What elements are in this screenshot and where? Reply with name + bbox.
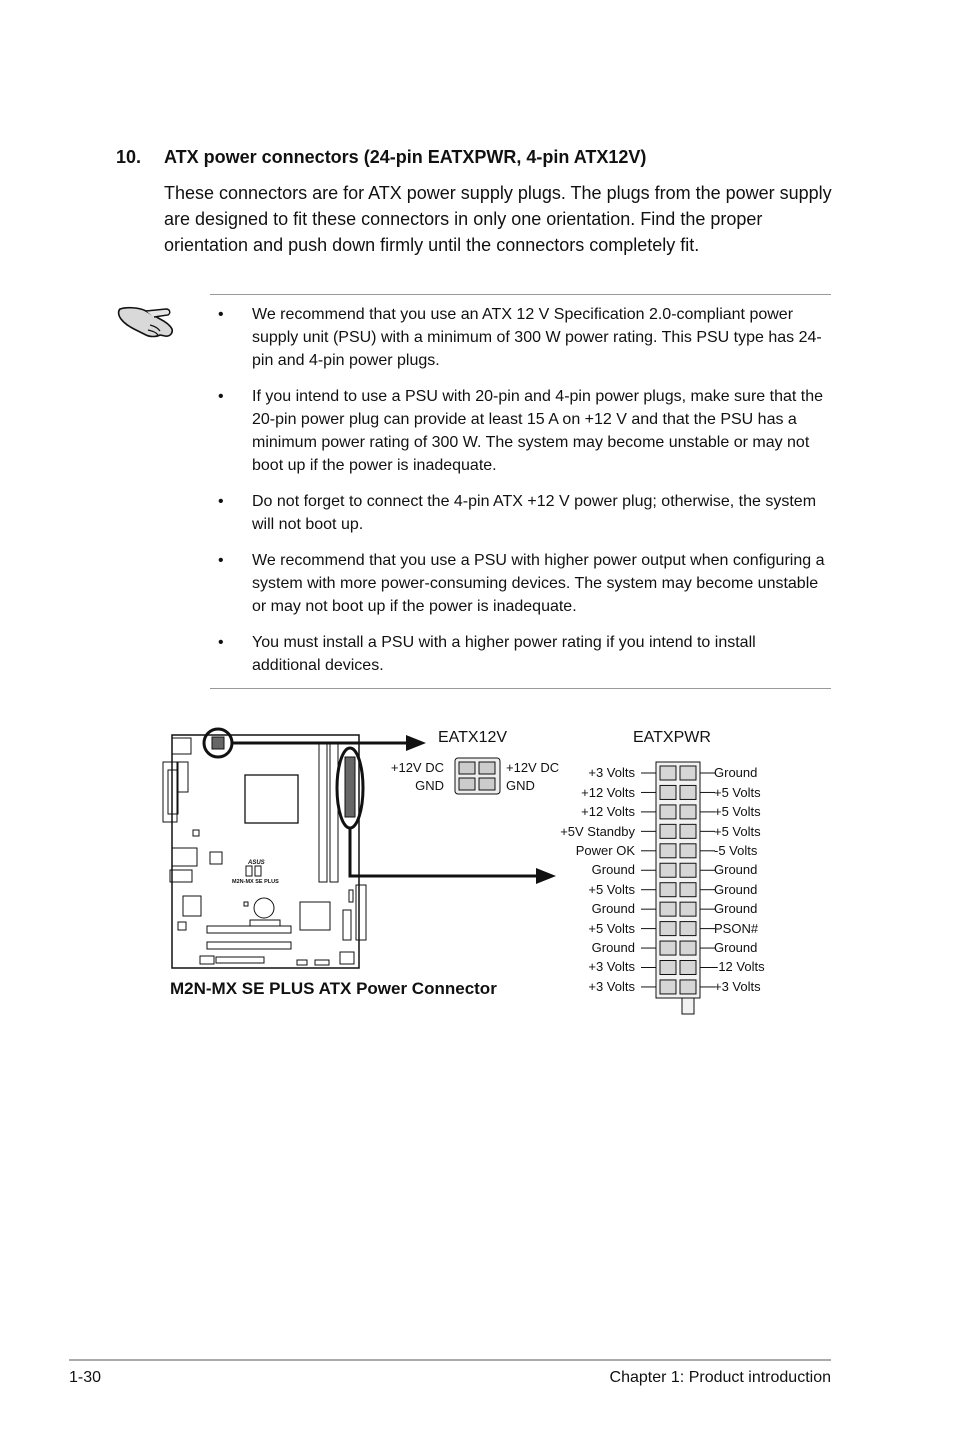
- board-logo: ASUS: [248, 860, 265, 866]
- page-number: 1-30: [69, 1369, 102, 1386]
- eatxpwr-pin: [660, 844, 676, 858]
- eatxpwr-label: -5 Volts: [714, 843, 758, 858]
- eatxpwr-pin: [660, 883, 676, 897]
- eatxpwr-label: +5 Volts: [588, 882, 635, 897]
- eatxpwr-left-labels: [560, 765, 635, 994]
- bullet: •: [218, 552, 224, 569]
- motherboard-drawing: [163, 729, 366, 968]
- eatxpwr-pin: [680, 844, 696, 858]
- section-title: ATX power connectors (24-pin EATXPWR, 4-pin ATX12V): [164, 147, 647, 167]
- eatxpwr-pin: [660, 805, 676, 819]
- eatxpwr-pin: [660, 941, 676, 955]
- eatxpwr-label: +5 Volts: [588, 921, 635, 936]
- note-text: If you intend to use a PSU with 20-pin and 4-pin power plugs, make sure that the 20-pin power plug can provide at least 15 A on +12 V and that the PSU has a minimum power rating of 300 W. The system may become unstable or may not boot up if the power is inadequate.: [252, 388, 823, 474]
- eatxpwr-pin: [660, 766, 676, 780]
- eatxpwr-pin: [680, 961, 696, 975]
- eatxpwr-label: Ground: [714, 882, 758, 897]
- eatx12v-label: GND: [506, 778, 535, 793]
- eatxpwr-label: +5V Standby: [560, 824, 635, 839]
- eatxpwr-pin: [680, 980, 696, 994]
- bullet: •: [218, 493, 224, 510]
- eatxpwr-pin: [660, 902, 676, 916]
- eatxpwr-pin: [680, 766, 696, 780]
- eatxpwr-title: EATXPWR: [633, 729, 711, 746]
- note-text: We recommend that you use a PSU with higher power output when configuring a system with more power-consuming devices. The system may become unstable or may not boot up if the power is inadequate.: [252, 552, 825, 615]
- eatxpwr-label: +5 Volts: [714, 804, 761, 819]
- eatxpwr-label: -12 Volts: [714, 959, 765, 974]
- eatxpwr-connector: [560, 729, 765, 1014]
- eatxpwr-label: +5 Volts: [714, 824, 761, 839]
- eatx12v-label: +12V DC: [506, 760, 560, 775]
- section-body: These connectors are for ATX power supply plugs. The plugs from the power supply are designed to fit these connectors in only one orientation. Find the proper orientation and push down firmly until the connectors completely fit.: [164, 183, 832, 255]
- eatxpwr-label: +12 Volts: [581, 785, 635, 800]
- eatxpwr-pin: [680, 785, 696, 799]
- note-text: You must install a PSU with a higher power rating if you intend to install additional devices.: [252, 634, 756, 674]
- eatxpwr-pin: [660, 980, 676, 994]
- eatxpwr-label: Ground: [714, 901, 758, 916]
- eatxpwr-label: +3 Volts: [588, 959, 635, 974]
- bullet: •: [218, 306, 224, 323]
- eatx12v-connector: [391, 729, 559, 794]
- note-text: Do not forget to connect the 4-pin ATX +12 V power plug; otherwise, the system will not boot up.: [252, 493, 817, 533]
- eatxpwr-pin: [680, 824, 696, 838]
- eatxpwr-label: Ground: [714, 765, 758, 780]
- note-text: We recommend that you use an ATX 12 V Specification 2.0-compliant power supply unit (PSU) with a minimum of 300 W power rating. This PSU type has 24-pin and 4-pin power plugs.: [252, 306, 822, 369]
- eatxpwr-label: Ground: [591, 940, 635, 955]
- eatxpwr-label: Ground: [591, 862, 635, 877]
- eatxpwr-pin: [660, 824, 676, 838]
- eatxpwr-label: +3 Volts: [588, 765, 635, 780]
- board-label: M2N-MX SE PLUS: [232, 879, 279, 885]
- eatxpwr-label: +12 Volts: [581, 804, 635, 819]
- bullet: •: [218, 388, 224, 405]
- chapter-title: Chapter 1: Product introduction: [609, 1369, 831, 1386]
- eatxpwr-pin: [660, 863, 676, 877]
- diagram-caption: M2N-MX SE PLUS ATX Power Connector: [170, 979, 497, 998]
- eatxpwr-label: Ground: [714, 940, 758, 955]
- eatxpwr-label: Power OK: [575, 843, 635, 858]
- eatxpwr-pin: [680, 922, 696, 936]
- bullet: •: [218, 634, 224, 651]
- eatxpwr-pin: [680, 941, 696, 955]
- eatxpwr-pin: [680, 863, 696, 877]
- eatxpwr-label: +5 Volts: [714, 785, 761, 800]
- eatxpwr-pin: [660, 785, 676, 799]
- eatxpwr-label: PSON#: [714, 921, 759, 936]
- eatx12v-label: GND: [415, 778, 444, 793]
- eatxpwr-pin: [660, 961, 676, 975]
- eatx12v-label: +12V DC: [390, 760, 444, 775]
- footer-rule: [69, 1359, 831, 1361]
- eatxpwr-pin: [660, 922, 676, 936]
- eatxpwr-pin: [680, 883, 696, 897]
- eatx12v-title: EATX12V: [438, 729, 508, 746]
- eatxpwr-label: Ground: [714, 862, 758, 877]
- eatxpwr-pin: [680, 805, 696, 819]
- eatxpwr-pin: [680, 902, 696, 916]
- section-number: 10.: [116, 147, 142, 167]
- eatxpwr-label: Ground: [591, 901, 635, 916]
- eatxpwr-label: +3 Volts: [588, 979, 635, 994]
- eatxpwr-label: +3 Volts: [714, 979, 761, 994]
- eatxpwr-right-labels: [714, 765, 765, 994]
